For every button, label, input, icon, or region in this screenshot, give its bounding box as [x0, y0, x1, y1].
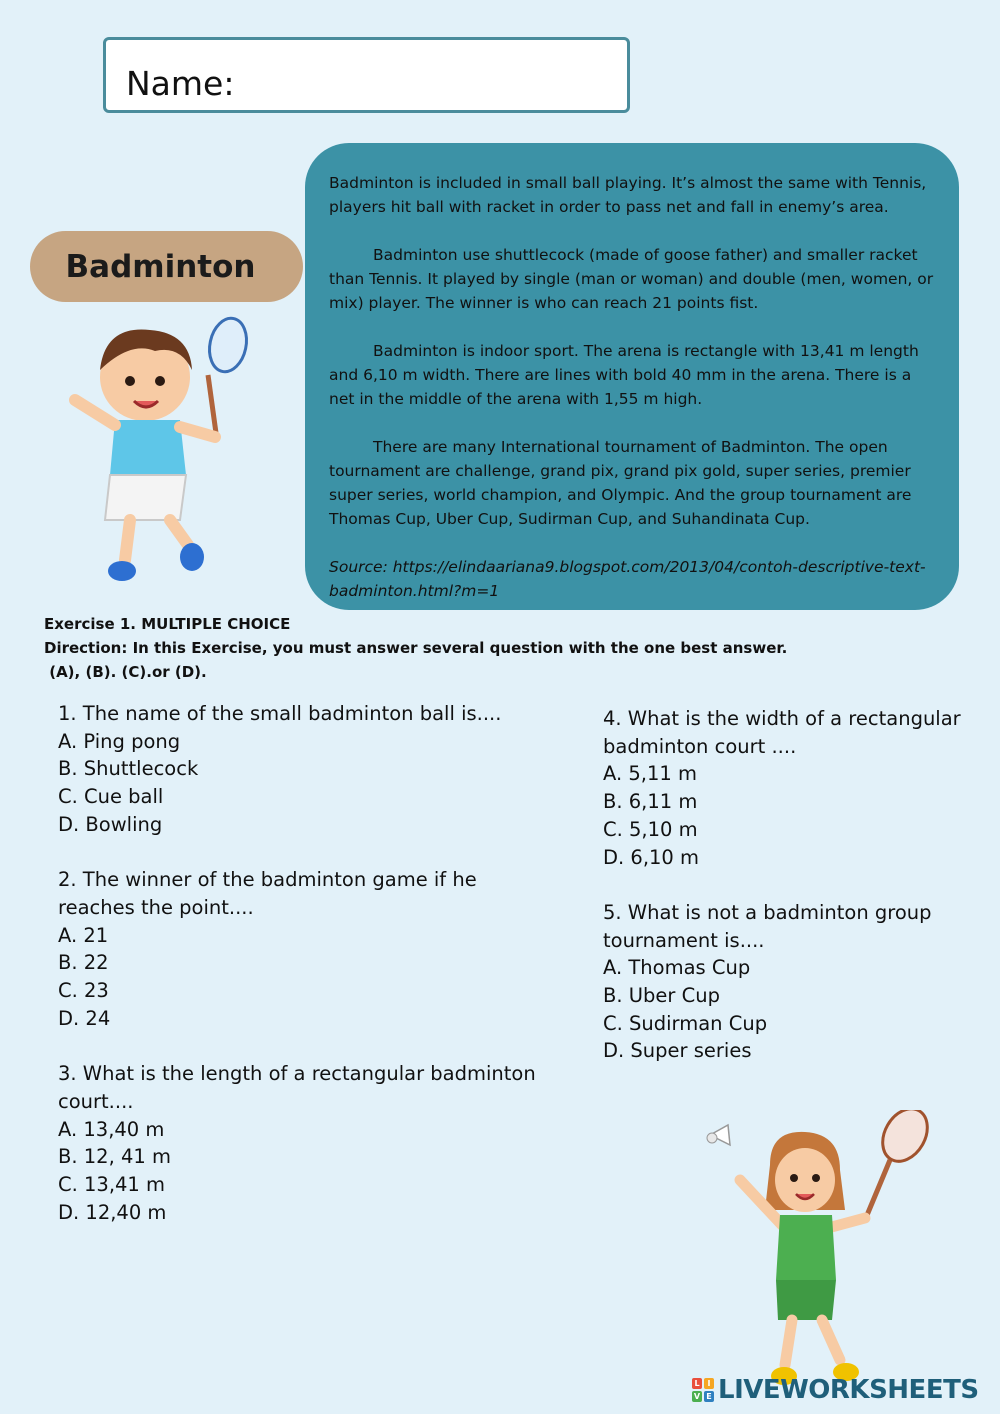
- question-5: [603, 899, 963, 1065]
- question-text: 5. What is not a badminton group tournament is....: [603, 900, 932, 952]
- option-a[interactable]: A. 13,40 m: [58, 1117, 165, 1141]
- option-d[interactable]: D. Bowling: [58, 812, 163, 836]
- reading-paragraph-2: Badminton use shuttlecock (made of goose father) and smaller racket than Tennis. It played by single (man or woman) and double (men, women, or mix) player. The winner is who can reach 21 points fist.: [329, 246, 934, 312]
- reading-paragraph-4: There are many International tournament of Badminton. The open tournament are challenge, grand pix, grand pix gold, super series, premier super series, world champion, and Olympic. And the group tournament are Thomas Cup, Uber Cup, Sudirman Cup, and Suhandinata Cup.: [329, 438, 912, 528]
- option-a[interactable]: A. 5,11 m: [603, 762, 698, 786]
- question-2: [58, 866, 558, 1032]
- option-b[interactable]: B. 6,11 m: [603, 790, 698, 814]
- question-text: 3. What is the length of a rectangular badminton court....: [58, 1062, 536, 1113]
- option-a[interactable]: A. Thomas Cup: [603, 956, 751, 980]
- question-3: [58, 1060, 558, 1226]
- option-c[interactable]: C. Cue ball: [58, 785, 164, 809]
- question-text: 1. The name of the small badminton ball is....: [58, 702, 502, 725]
- option-a[interactable]: A. 21: [58, 923, 109, 947]
- reading-passage: [305, 143, 959, 610]
- question-1: [58, 700, 558, 839]
- option-d[interactable]: D. 24: [58, 1006, 111, 1030]
- question-text: 4. What is the width of a rectangular badminton court ....: [603, 707, 961, 758]
- name-input[interactable]: [236, 54, 610, 100]
- exercise-direction: Direction: In this Exercise, you must answer several question with the one best answer.: [44, 639, 788, 657]
- option-c[interactable]: C. Sudirman Cup: [603, 1011, 768, 1035]
- reading-paragraph-1: Badminton is included in small ball playing. It’s almost the same with Tennis, players hit ball with racket in order to pass net and fall in enemy’s area.: [329, 174, 927, 216]
- name-label: Name:: [126, 64, 235, 103]
- name-box: [103, 37, 630, 113]
- option-c[interactable]: C. 23: [58, 979, 109, 1003]
- reading-paragraph-3: Badminton is indoor sport. The arena is rectangle with 13,41 m length and 6,10 m width. There are lines with bold 40 mm in the arena. There is a net in the middle of the arena with 1,55 m high.: [329, 342, 919, 408]
- option-c[interactable]: C. 5,10 m: [603, 817, 698, 841]
- option-b[interactable]: B. Shuttlecock: [58, 757, 199, 781]
- logo-text: LIVEWORKSHEETS: [718, 1375, 979, 1405]
- question-text: 2. The winner of the badminton game if he reaches the point....: [58, 868, 477, 919]
- boy-with-racket-illustration: [60, 315, 250, 590]
- option-d[interactable]: D. 6,10 m: [603, 845, 700, 869]
- exercise-title: Exercise 1. MULTIPLE CHOICE: [44, 615, 291, 633]
- option-b[interactable]: B. 22: [58, 951, 109, 975]
- option-b[interactable]: B. 12, 41 m: [58, 1145, 171, 1169]
- option-d[interactable]: D. Super series: [603, 1039, 752, 1063]
- questions-right-column: [603, 705, 963, 1093]
- reading-source: Source: https://elindaariana9.blogspot.com/2013/04/contoh-descriptive-text-badminton.html?m=1: [329, 558, 926, 600]
- questions-left-column: [58, 700, 558, 1254]
- exercise-options-hint: (A), (B). (C).or (D).: [44, 663, 207, 681]
- worksheet-title: Badminton: [65, 248, 256, 285]
- exercise-heading: [44, 612, 787, 684]
- girl-with-racket-illustration: [700, 1110, 940, 1400]
- option-b[interactable]: B. Uber Cup: [603, 984, 720, 1008]
- logo-mark-icon: L I V E: [692, 1378, 714, 1402]
- option-d[interactable]: D. 12,40 m: [58, 1200, 167, 1224]
- title-pill: [30, 231, 303, 302]
- question-4: [603, 705, 963, 871]
- option-a[interactable]: A. Ping pong: [58, 729, 181, 753]
- option-c[interactable]: C. 13,41 m: [58, 1172, 166, 1196]
- liveworksheets-logo: [692, 1372, 979, 1408]
